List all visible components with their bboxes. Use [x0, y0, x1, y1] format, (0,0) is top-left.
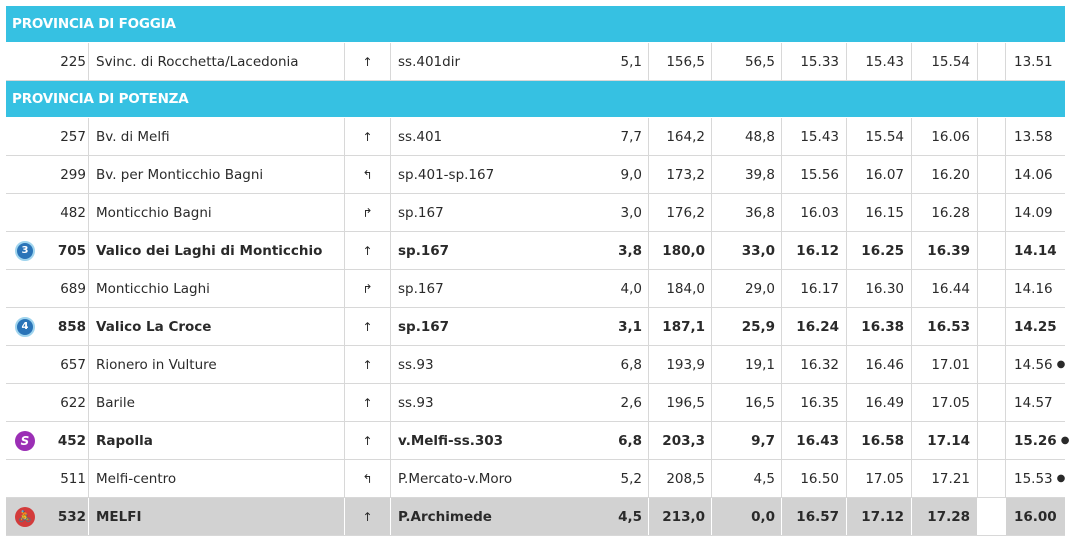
caravan-time: 14.16 [1014, 280, 1053, 297]
time-fast-cell: 16.17 [781, 270, 846, 307]
road-cell: P.Mercato-v.Moro [390, 460, 608, 497]
time-slow-cell: 16.06 [911, 118, 977, 155]
time-mid-cell: 15.54 [846, 118, 911, 155]
caravan-time: 14.06 [1014, 166, 1053, 183]
partial-km-cell: 2,6 [620, 394, 642, 411]
caravan-time: 14.14 [1014, 242, 1057, 259]
sprint-icon: S [15, 431, 35, 451]
table-row [6, 498, 1065, 536]
gpm-3-icon: 3 [15, 241, 35, 261]
km-done-cell: 184,0 [648, 270, 711, 307]
location-name: Valico dei Laghi di Monticchio [88, 232, 344, 269]
column-separator [977, 156, 1005, 193]
gpm-4-icon: 4 [15, 317, 35, 337]
time-mid-cell: 16.46 [846, 346, 911, 383]
time-fast-cell: 16.57 [781, 498, 846, 535]
altitude-cell: 705 [57, 242, 86, 259]
caravan-time: 16.00 [1014, 508, 1057, 525]
time-fast-cell: 15.56 [781, 156, 846, 193]
time-fast-cell: 16.24 [781, 308, 846, 345]
column-separator [977, 346, 1005, 383]
km-done-cell: 176,2 [648, 194, 711, 231]
partial-km-cell: 6,8 [618, 432, 642, 449]
column-separator [977, 384, 1005, 421]
km-done-cell: 196,5 [648, 384, 711, 421]
table-row [6, 232, 1065, 270]
road-cell: sp.167 [390, 270, 608, 307]
icon-cell [6, 498, 44, 535]
location-name: Monticchio Laghi [88, 270, 344, 307]
table-row [6, 460, 1065, 498]
altitude-cell: 299 [60, 166, 86, 183]
km-done-cell: 203,3 [648, 422, 711, 459]
table-row [6, 346, 1065, 384]
km-left-cell: 39,8 [711, 156, 781, 193]
km-left-cell: 36,8 [711, 194, 781, 231]
caravan-time: 13.58 [1014, 128, 1053, 145]
bullet-icon: ● [1060, 435, 1069, 446]
altitude-cell: 257 [60, 128, 86, 145]
km-done-cell: 208,5 [648, 460, 711, 497]
direction-arrow-icon: ↑ [344, 118, 390, 155]
table-row [6, 194, 1065, 232]
icon-cell [6, 384, 44, 421]
icon-cell [6, 118, 44, 155]
direction-arrow-icon: ↰ [344, 156, 390, 193]
icon-cell [6, 194, 44, 231]
time-mid-cell: 16.25 [846, 232, 911, 269]
icon-cell [6, 43, 44, 80]
icon-cell [6, 422, 44, 459]
icon-cell [6, 232, 44, 269]
caravan-time-cell [1005, 156, 1065, 193]
caravan-time-cell [1005, 308, 1065, 345]
time-fast-cell: 16.35 [781, 384, 846, 421]
road-cell: ss.401dir [390, 43, 608, 80]
caravan-time: 13.51 [1014, 53, 1053, 70]
caravan-time-cell [1005, 194, 1065, 231]
altitude-cell: 532 [57, 508, 86, 525]
km-done-cell: 213,0 [648, 498, 711, 535]
time-mid-cell: 16.58 [846, 422, 911, 459]
time-slow-cell: 17.05 [911, 384, 977, 421]
direction-arrow-icon: ↑ [344, 498, 390, 535]
km-done-cell: 180,0 [648, 232, 711, 269]
km-left-cell: 56,5 [711, 43, 781, 80]
altitude-cell: 689 [60, 280, 86, 297]
caravan-time-cell [1005, 118, 1065, 155]
column-separator [977, 308, 1005, 345]
column-separator [977, 498, 1005, 535]
location-name: Bv. per Monticchio Bagni [88, 156, 344, 193]
caravan-time-cell [1005, 384, 1065, 421]
direction-arrow-icon: ↑ [344, 232, 390, 269]
partial-km-cell: 5,2 [620, 470, 642, 487]
caravan-time-cell [1005, 422, 1069, 459]
caravan-time: 14.56 [1014, 356, 1053, 373]
time-mid-cell: 16.49 [846, 384, 911, 421]
partial-km-cell: 3,1 [618, 318, 642, 335]
km-left-cell: 9,7 [711, 422, 781, 459]
time-fast-cell: 16.12 [781, 232, 846, 269]
caravan-time: 15.26 [1014, 432, 1057, 449]
caravan-time-cell [1005, 43, 1065, 80]
km-left-cell: 19,1 [711, 346, 781, 383]
time-fast-cell: 16.50 [781, 460, 846, 497]
location-name: Rapolla [88, 422, 344, 459]
altitude-cell: 858 [57, 318, 86, 335]
time-fast-cell: 16.03 [781, 194, 846, 231]
time-mid-cell: 16.38 [846, 308, 911, 345]
table-row [6, 270, 1065, 308]
time-slow-cell: 17.14 [911, 422, 977, 459]
column-separator [977, 270, 1005, 307]
location-name: Rionero in Vulture [88, 346, 344, 383]
direction-arrow-icon: ↱ [344, 194, 390, 231]
time-mid-cell: 16.30 [846, 270, 911, 307]
caravan-time-cell [1005, 498, 1065, 535]
time-slow-cell: 16.39 [911, 232, 977, 269]
km-left-cell: 25,9 [711, 308, 781, 345]
icon-cell [6, 346, 44, 383]
altitude-cell: 225 [60, 53, 86, 70]
province-title: PROVINCIA DI FOGGIA [12, 16, 176, 32]
location-name: Barile [88, 384, 344, 421]
altitude-cell: 482 [60, 204, 86, 221]
partial-km-cell: 3,0 [620, 204, 642, 221]
altitude-cell: 511 [60, 470, 86, 487]
location-name: Melfi-centro [88, 460, 344, 497]
km-done-cell: 187,1 [648, 308, 711, 345]
finish-icon: 🚴 [15, 507, 35, 527]
time-fast-cell: 16.43 [781, 422, 846, 459]
table-row [6, 422, 1069, 460]
time-slow-cell: 16.20 [911, 156, 977, 193]
time-slow-cell: 15.54 [911, 43, 977, 80]
bullet-icon: ● [1056, 359, 1066, 370]
bullet-icon: ● [1056, 473, 1066, 484]
km-done-cell: 193,9 [648, 346, 711, 383]
location-name: Svinc. di Rocchetta/Lacedonia [88, 43, 344, 80]
partial-km-cell: 9,0 [620, 166, 642, 183]
caravan-time-cell [1005, 346, 1065, 383]
caravan-time: 15.53 [1014, 470, 1053, 487]
table-row [6, 118, 1065, 156]
road-cell: sp.167 [390, 232, 608, 269]
km-done-cell: 164,2 [648, 118, 711, 155]
column-separator [977, 460, 1005, 497]
location-name: Valico La Croce [88, 308, 344, 345]
province-header [6, 6, 1065, 43]
time-slow-cell: 17.01 [911, 346, 977, 383]
time-mid-cell: 16.15 [846, 194, 911, 231]
km-left-cell: 4,5 [711, 460, 781, 497]
location-name: Bv. di Melfi [88, 118, 344, 155]
time-slow-cell: 16.28 [911, 194, 977, 231]
partial-km-cell: 3,8 [618, 242, 642, 259]
partial-km-cell: 7,7 [620, 128, 642, 145]
caravan-time: 14.25 [1014, 318, 1057, 335]
time-slow-cell: 16.44 [911, 270, 977, 307]
province-title: PROVINCIA DI POTENZA [12, 91, 189, 107]
icon-cell [6, 460, 44, 497]
direction-arrow-icon: ↑ [344, 422, 390, 459]
altitude-cell: 452 [57, 432, 86, 449]
road-cell: ss.93 [390, 384, 608, 421]
km-left-cell: 0,0 [711, 498, 781, 535]
table-row [6, 384, 1065, 422]
time-mid-cell: 17.12 [846, 498, 911, 535]
time-fast-cell: 15.43 [781, 118, 846, 155]
direction-arrow-icon: ↑ [344, 308, 390, 345]
caravan-time-cell [1005, 460, 1065, 497]
km-done-cell: 156,5 [648, 43, 711, 80]
km-left-cell: 33,0 [711, 232, 781, 269]
partial-km-cell: 6,8 [620, 356, 642, 373]
caravan-time-cell [1005, 232, 1065, 269]
icon-cell [6, 156, 44, 193]
road-cell: sp.401-sp.167 [390, 156, 608, 193]
column-separator [977, 118, 1005, 155]
road-cell: ss.93 [390, 346, 608, 383]
table-row [6, 308, 1065, 346]
caravan-time: 14.57 [1014, 394, 1053, 411]
icon-cell [6, 270, 44, 307]
time-fast-cell: 16.32 [781, 346, 846, 383]
icon-cell [6, 308, 44, 345]
partial-km-cell: 5,1 [620, 53, 642, 70]
altitude-cell: 622 [60, 394, 86, 411]
km-left-cell: 29,0 [711, 270, 781, 307]
direction-arrow-icon: ↱ [344, 270, 390, 307]
time-slow-cell: 17.28 [911, 498, 977, 535]
column-separator [977, 194, 1005, 231]
direction-arrow-icon: ↑ [344, 43, 390, 80]
time-mid-cell: 17.05 [846, 460, 911, 497]
column-separator [977, 232, 1005, 269]
km-left-cell: 48,8 [711, 118, 781, 155]
province-header [6, 81, 1065, 118]
time-slow-cell: 16.53 [911, 308, 977, 345]
direction-arrow-icon: ↑ [344, 384, 390, 421]
location-name: MELFI [88, 498, 344, 535]
location-name: Monticchio Bagni [88, 194, 344, 231]
caravan-time-cell [1005, 270, 1065, 307]
caravan-time: 14.09 [1014, 204, 1053, 221]
altitude-cell: 657 [60, 356, 86, 373]
time-fast-cell: 15.33 [781, 43, 846, 80]
time-mid-cell: 15.43 [846, 43, 911, 80]
road-cell: sp.167 [390, 194, 608, 231]
partial-km-cell: 4,5 [618, 508, 642, 525]
road-cell: v.Melfi-ss.303 [390, 422, 608, 459]
road-cell: ss.401 [390, 118, 608, 155]
road-cell: P.Archimede [390, 498, 608, 535]
partial-km-cell: 4,0 [620, 280, 642, 297]
km-done-cell: 173,2 [648, 156, 711, 193]
direction-arrow-icon: ↰ [344, 460, 390, 497]
road-cell: sp.167 [390, 308, 608, 345]
time-mid-cell: 16.07 [846, 156, 911, 193]
column-separator [977, 422, 1005, 459]
time-slow-cell: 17.21 [911, 460, 977, 497]
column-separator [977, 43, 1005, 80]
direction-arrow-icon: ↑ [344, 346, 390, 383]
table-row [6, 43, 1065, 81]
table-row [6, 156, 1065, 194]
km-left-cell: 16,5 [711, 384, 781, 421]
